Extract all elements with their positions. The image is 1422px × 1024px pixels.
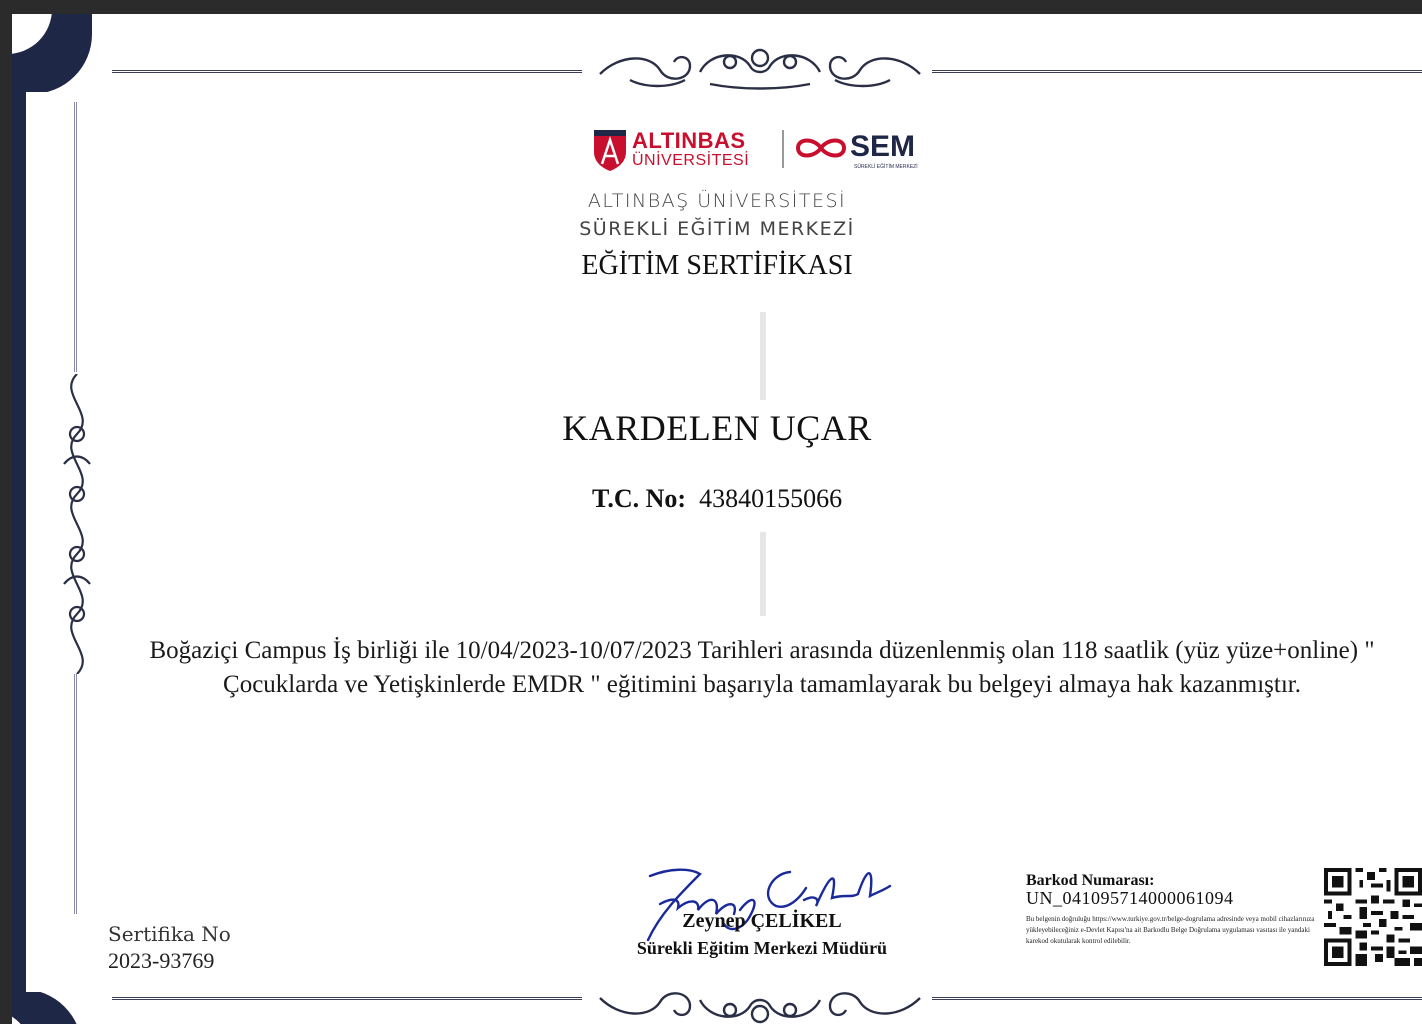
tc-label: T.C. No: xyxy=(591,484,687,513)
middle-divider-bar xyxy=(760,532,766,616)
certificate-number-label: Sertifika No xyxy=(108,922,231,946)
bottom-left-corner-ornament xyxy=(12,989,82,1024)
certificate-page xyxy=(12,14,1422,1024)
recipient-name: KARDELEN UÇAR xyxy=(562,408,872,448)
logo-separator xyxy=(782,130,784,168)
altinbas-logo-text: ALTINBAS xyxy=(632,128,746,153)
universitesi-logo-text: ÜNİVERSİTESİ xyxy=(632,152,750,169)
certificate-body-text: Boğaziçi Campus İş birliği ile 10/04/2023-10/07/2023 Tarihleri arasında düzenlenmiş olan 118 saatlik (yüz yüze+online) " Çocuklarda ve Yetişkinlerde EMDR " eğitimini başarıyla tamamlayarak bu belgeyi almaya hak kazanmıştır. xyxy=(149,637,1375,698)
barcode-verification-note: Bu belgenin doğruluğu https://www.turkiye.gov.tr/belge-dogrulama adresinde veya mobil cihazlarınıza yükleyebileceğiniz e-Devlet Kapısı'na ait Barkodlu Belge Doğrulama uygulaması vasıtası ile yandaki karekod okutularak kontrol edilebilir. xyxy=(1026,915,1315,945)
sem-logo-text: SEM xyxy=(850,130,916,163)
bottom-border-line-left xyxy=(112,997,582,1000)
institution-name-line-1: ALTINBAŞ ÜNİVERSİTESİ xyxy=(587,190,847,212)
qr-code-icon xyxy=(1324,866,1422,968)
altinbas-shield-icon xyxy=(592,126,628,172)
certificate-number-value: 2023-93769 xyxy=(108,948,215,973)
certificate-title: EĞİTİM SERTİFİKASI xyxy=(581,250,853,281)
tc-value: 43840155066 xyxy=(699,484,843,513)
signatory-title: Sürekli Eğitim Merkezi Müdürü xyxy=(636,938,888,958)
bottom-scroll-ornament xyxy=(590,976,930,1024)
top-scroll-ornament xyxy=(590,40,930,96)
barcode-label: Barkod Numarası: xyxy=(1026,872,1155,889)
tc-number xyxy=(12,484,1422,514)
institution-name-line-2: SÜREKLİ EĞİTİM MERKEZİ xyxy=(579,218,855,240)
top-divider-bar xyxy=(760,312,766,400)
signatory-name: Zeynep ÇELİKEL xyxy=(682,910,842,932)
institution-logos xyxy=(592,122,932,174)
sem-infinity-icon xyxy=(792,134,850,162)
sem-logo-subtitle: SÜREKLİ EĞİTİM MERKEZİ xyxy=(854,164,918,170)
bottom-border-line-right xyxy=(932,997,1422,1000)
top-border-line-left xyxy=(112,70,582,73)
left-border-line-bottom xyxy=(74,674,77,914)
barcode-number: UN_041095714000061094 xyxy=(1026,888,1234,908)
top-border-line-right xyxy=(932,70,1422,73)
top-left-corner-ornament xyxy=(12,14,92,94)
